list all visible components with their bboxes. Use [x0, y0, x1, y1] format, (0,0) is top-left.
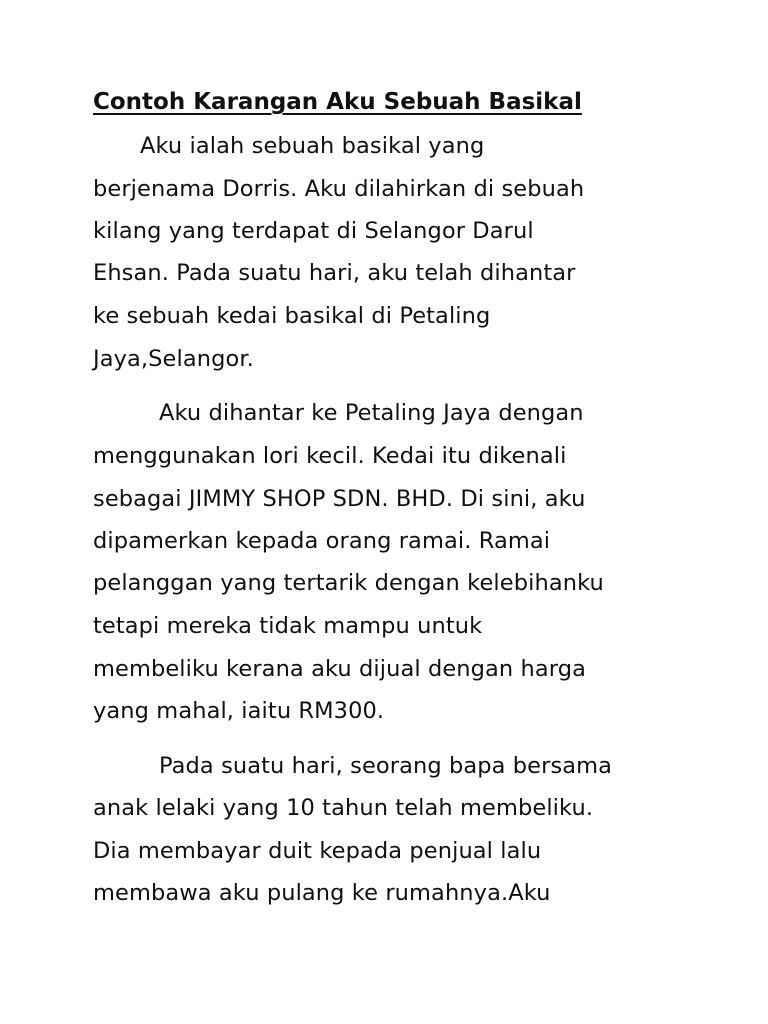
paragraph-3-line-1: Pada suatu hari, seorang bapa bersama: [159, 753, 613, 779]
paragraph-1-line-2: berjenama Dorris. Aku dilahirkan di sebuah: [93, 176, 585, 202]
paragraph-1-line-6: Jaya,Selangor.: [93, 346, 254, 372]
paragraph-2-line-3: sebagai JIMMY SHOP SDN. BHD. Di sini, aku: [93, 486, 586, 512]
paragraph-2-line-8: yang mahal, iaitu RM300.: [93, 698, 385, 724]
paragraph-2-line-5: pelanggan yang tertarik dengan kelebihanku: [93, 570, 604, 596]
paragraph-1-line-5: ke sebuah kedai basikal di Petaling: [93, 303, 491, 329]
paragraph-2-line-2: menggunakan lori kecil. Kedai itu dikenali: [93, 443, 567, 469]
paragraph-3-line-3: Dia membayar duit kepada penjual lalu: [93, 838, 542, 864]
paragraph-1-line-1: Aku ialah sebuah basikal yang: [140, 133, 485, 159]
paragraph-3-line-4: membawa aku pulang ke rumahnya.Aku: [93, 880, 551, 906]
paragraph-2-line-7: membeliku kerana aku dijual dengan harga: [93, 656, 586, 682]
paragraph-3-line-2: anak lelaki yang 10 tahun telah membeliku.: [93, 795, 594, 821]
paragraph-2-line-1: Aku dihantar ke Petaling Jaya dengan: [159, 400, 584, 426]
paragraph-1-line-3: kilang yang terdapat di Selangor Darul: [93, 218, 534, 244]
document-title: Contoh Karangan Aku Sebuah Basikal: [93, 89, 582, 115]
paragraph-1-line-4: Ehsan. Pada suatu hari, aku telah dihantar: [93, 260, 576, 286]
paragraph-2-line-4: dipamerkan kepada orang ramai. Ramai: [93, 528, 551, 554]
paragraph-2-line-6: tetapi mereka tidak mampu untuk: [93, 613, 483, 639]
